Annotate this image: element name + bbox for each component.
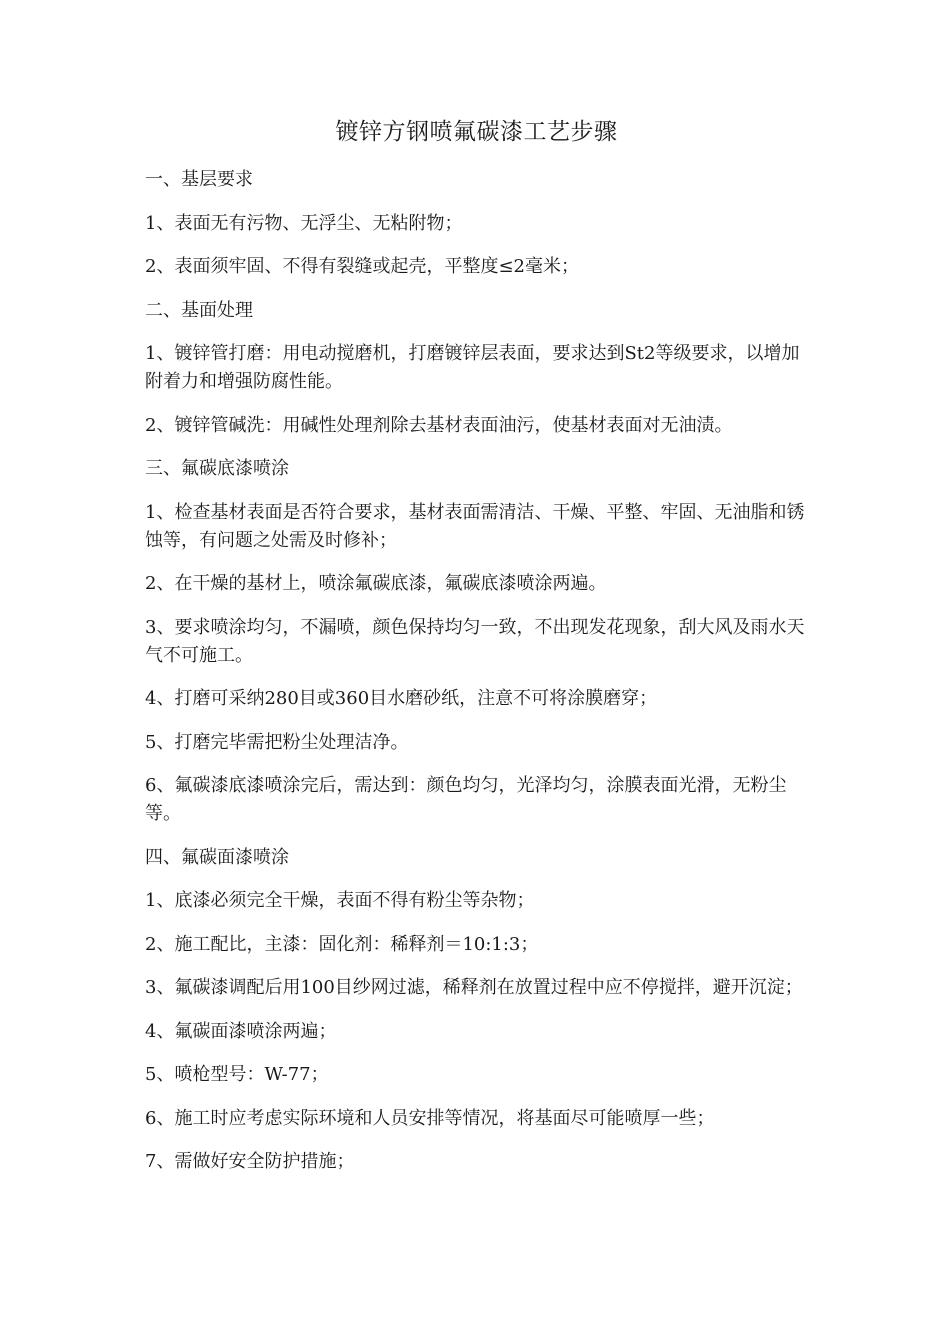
section-heading: 四、氟碳面漆喷涂 — [145, 846, 289, 868]
paragraph: 4、打磨可采纳280目或360目水磨砂纸，注意不可将涂膜磨穿； — [145, 688, 658, 709]
paragraph: 3、要求喷涂均匀，不漏喷，颜色保持均匀一致，不出现发花现象，刮大风及雨水天气不可施工。 — [145, 616, 805, 666]
paragraph: 2、在干燥的基材上，喷涂氟碳底漆，氟碳底漆喷涂两遍。 — [145, 573, 607, 594]
paragraph: 6、施工时应考虑实际环境和人员安排等情况，将基面尽可能喷厚一些； — [145, 1107, 715, 1129]
paragraph: 2、表面须牢固、不得有裂缝或起壳，平整度≤2毫米； — [145, 256, 579, 277]
paragraph: 5、喷枪型号：W-77； — [145, 1064, 329, 1085]
document-body — [145, 166, 808, 1176]
paragraph: 4、氟碳面漆喷涂两遍； — [145, 1020, 337, 1042]
paragraph: 5、打磨完毕需把粉尘处理洁净。 — [145, 731, 409, 753]
paragraph: 2、镀锌管碱洗：用碱性处理剂除去基材表面油污，使基材表面对无油渍。 — [145, 414, 733, 436]
paragraph: 1、表面无有污物、无浮尘、无粘附物； — [145, 212, 463, 234]
section-heading: 二、基面处理 — [145, 299, 253, 321]
paragraph: 7、需做好安全防护措施； — [145, 1151, 355, 1172]
paragraph: 1、底漆必须完全干燥，表面不得有粉尘等杂物； — [145, 890, 535, 911]
section-heading: 一、基层要求 — [145, 169, 253, 190]
paragraph: 3、氟碳漆调配后用100目纱网过滤，稀释剂在放置过程中应不停搅拌，避开沉淀； — [145, 977, 803, 998]
paragraph: 1、检查基材表面是否符合要求，基材表面需清洁、干燥、平整、牢固、无油脂和锈蚀等，有问题之处需及时修补； — [145, 501, 805, 551]
paragraph: 1、镀锌管打磨：用电动搅磨机，打磨镀锌层表面，要求达到St2等级要求，以增加附着力和增强防腐性能。 — [145, 343, 800, 392]
paragraph: 2、施工配比，主漆：固化剂：稀释剂＝10:1:3； — [145, 933, 539, 955]
section-heading: 三、氟碳底漆喷涂 — [145, 458, 289, 479]
paragraph: 6、氟碳漆底漆喷涂完后，需达到：颜色均匀，光泽均匀，涂膜表面光滑，无粉尘等。 — [145, 775, 787, 824]
document-title: 镀锌方钢喷氟碳漆工艺步骤 — [335, 119, 618, 145]
